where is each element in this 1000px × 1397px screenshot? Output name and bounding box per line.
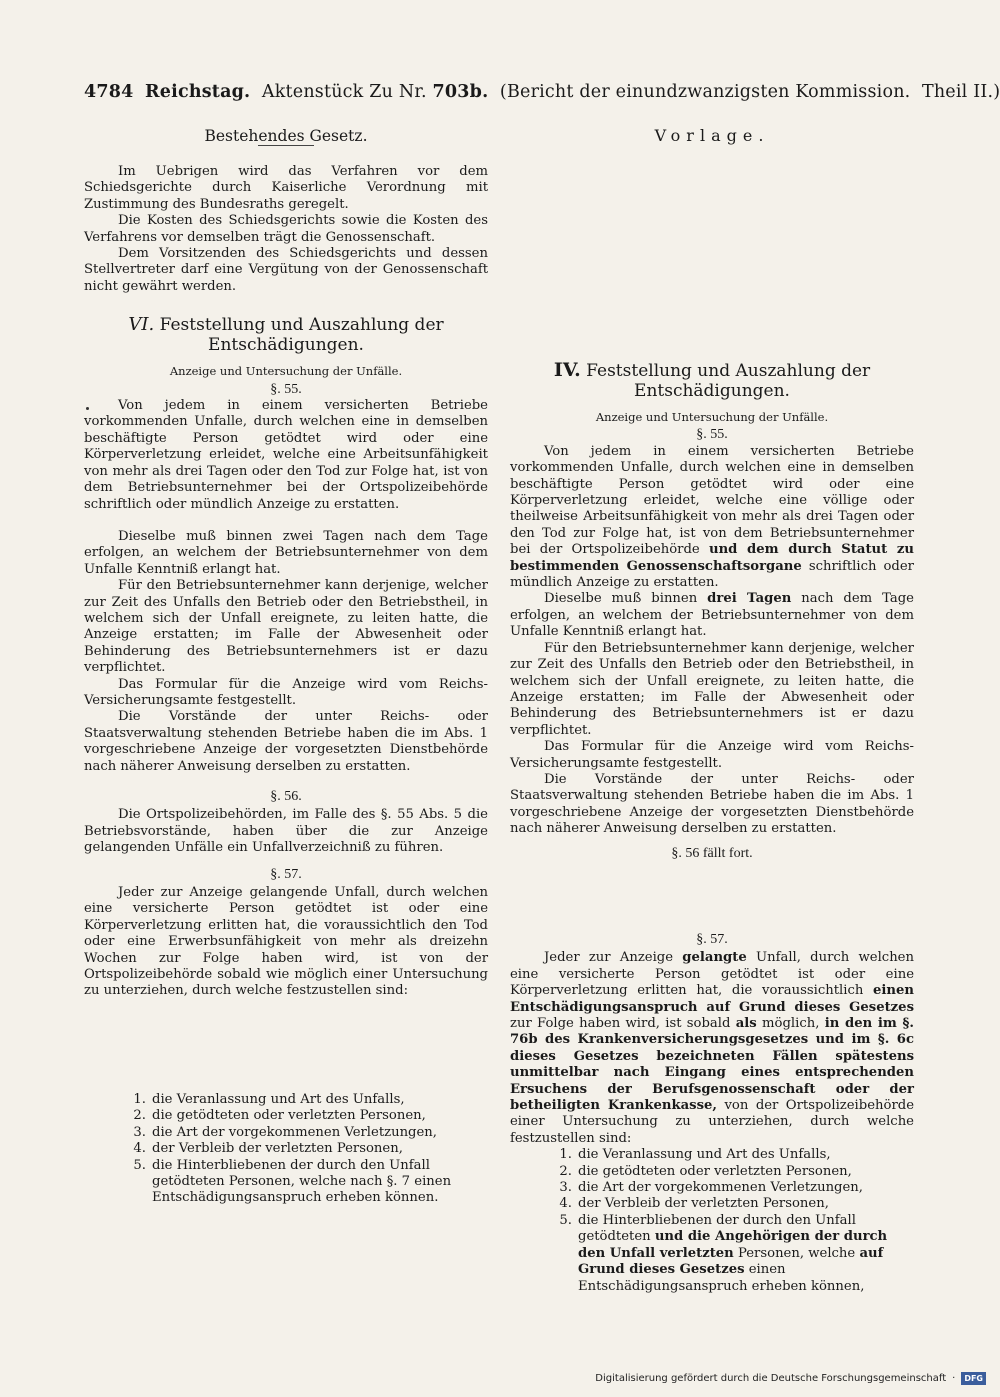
header-docno: 703b. [432,82,489,102]
paragraph: Dieselbe muß binnen drei Tagen nach dem Tage erfolgen, an welchem der Betriebsunternehmer von dem Unfalle Kenntniß erlangt hat. [510,591,914,640]
amendment-bold: und die Angehörigen der durch den Unfall verletzten [578,1229,888,1261]
paragraph: Für den Betriebsunternehmer kann derjenige, welcher zur Zeit des Unfalls den Betrieb oder den Betriebstheil, in welchem sich der Unfall ereignete, zu leiten hatte, die Anzeige erstatten; im Falle der Abwesenheit oder Behinderung des Betriebsunternehmers ist er dazu verpflichtet. [510,640,914,738]
amendment-bold: und dem durch Statut zu bestimmenden Genossenschaftsorgane [510,542,914,574]
section-title: Feststellung und Auszahlung der Entschädigungen. [159,315,444,356]
page-number: 4784 [84,82,134,102]
paragraph: Von jedem in einem versicherten Betriebe vorkommenden Unfalle, durch welchen eine in demselben beschäftigte Person getödtet wird oder eine Körperverletzung erleidet, welche eine völlige oder theilweise Arbeitsunfähigkeit von mehr als drei Tagen oder den Tod zur Folge hat, ist von dem Betriebsunternehmer bei der Ortspolizeibehörde und dem durch Statut zu bestimmenden Genossenschaftsorgane schriftlich oder mündlich Anzeige zu erstatten. [510,443,914,591]
paragraph: Die Vorstände der unter Reichs- oder Staatsverwaltung stehenden Betriebe haben die im Abs. 1 vorgeschriebene Anzeige der vorgesetzten Dienstbehörde nach näherer Anweisung derselben zu erstatten. [84,709,488,774]
header-part: Theil II.) [921,82,1000,102]
list-item: 1. die Veranlassung und Art des Unfalls, [133,1091,405,1107]
amendment-bold: gelangte [682,950,747,966]
right-enumeration [552,1147,914,1295]
paragraph: Dieselbe muß binnen zwei Tagen nach dem Tage erfolgen, an welchem der Betriebsunternehmer von dem Unfalle Kenntniß erlangt hat. [84,528,488,577]
amendment-bold: in den im §. 76b des Krankenversicherungsgesetzes und im §. 6c dieses Gesetzes bezeichneten Fällen spätestens unmittelbar nach Eingang eines entsprechenden Ersuchens der Berufsgenossenschaft oder der betheiligten Krankenkasse, [510,1016,914,1114]
header-title: (Bericht der einundzwanzigsten Kommission. [499,82,911,102]
page-header [84,82,1000,102]
paragraph: Im Uebrigen wird das Verfahren vor dem Schiedsgerichte durch Kaiserliche Verordnung mit Zustimmung des Bundesraths geregelt. [84,164,488,212]
left-enumeration [126,1092,488,1207]
amendment-bold: einen Entschädigungsanspruch auf Grund dieses Gesetzes [510,983,914,1015]
subheading: Anzeige und Untersuchung der Unfälle. [595,410,829,424]
digitization-credit: Digitalisierung gefördert durch die Deutsche Forschungsgemeinschaft · DFG [595,1372,986,1385]
header-reichstag: Reichstag. [145,82,251,102]
list-item: 2. die getödteten oder verletzten Personen, [559,1163,852,1179]
paragraph-number: §. 56 fällt fort. [671,845,753,861]
paragraph: Für den Betriebsunternehmer kann derjenige, welcher zur Zeit des Unfalls den Betrieb oder den Betriebstheil, in welchem sich der Unfall ereignete, zu leiten hatte, die Anzeige erstatten; im Falle der Abwesenheit oder Behinderung des Betriebsunternehmers ist er dazu verpflichtet. [84,578,488,676]
left-column [84,128,488,1207]
amendment-bold: drei Tagen [707,591,792,607]
list-item: 5. die Hinterbliebenen der durch den Unfall getödteten und die Angehörigen der durch den Unfall verletzten Personen, welche auf Grund dieses Gesetzes einen Entschädigungsanspruch erheben können, [559,1212,888,1294]
paragraph: Das Formular für die Anzeige wird vom Reichs-Versicherungsamte festgestellt. [84,676,488,708]
paragraph: Von jedem in einem versicherten Betriebe vorkommenden Unfalle, durch welchen eine in demselben beschäftigte Person getödtet wird oder eine Körperverletzung erleidet, welche eine Arbeitsunfähigkeit von mehr als drei Tagen oder den Tod zur Folge hat, ist von dem Betriebsunternehmer bei der Ortspolizeibehörde schriftlich oder mündlich Anzeige zu erstatten. [84,398,488,512]
list-item: 1. die Veranlassung und Art des Unfalls, [559,1147,831,1163]
list-item: 3. die Art der vorgekommenen Verletzungen, [133,1124,437,1140]
paragraph-number: §. 57. [270,866,302,882]
print-speck [86,407,89,410]
paragraph: Die Kosten des Schiedsgerichts sowie die Kosten des Verfahrens vor demselben trägt die Genossenschaft. [84,213,488,245]
left-column-title: Bestehendes Gesetz. [204,127,368,145]
section-roman: IV. [553,359,581,381]
paragraph-number: §. 56. [270,789,302,804]
paragraph: Das Formular für die Anzeige wird vom Reichs-Versicherungsamte festgestellt. [510,739,914,771]
paragraph: Jeder zur Anzeige gelangte Unfall, durch welchen eine versicherte Person getödtet ist oder eine Körperverletzung erlitten hat, die voraussichtlich einen Entschädigungsanspruch auf Grund dieses Gesetzes zur Folge haben wird, ist sobald als möglich, in den im §. 76b des Krankenversicherungsgesetzes und im §. 6c dieses Gesetzes bezeichneten Fällen spätestens unmittelbar nach Eingang eines entsprechenden Ersuchens der Berufsgenossenschaft oder der betheiligten Krankenkasse, von der Ortspolizeibehörde einer Untersuchung zu unterziehen, durch welche festzustellen sind: [510,950,915,1146]
header-doc: Aktenstück Zu Nr. [261,82,427,102]
footer-text: Digitalisierung gefördert durch die Deutsche Forschungsgemeinschaft [595,1373,947,1384]
paragraph-number: §. 55. [270,381,302,397]
left-section-heading [84,315,488,355]
right-column-title: Vorlage. [654,126,770,145]
right-column [510,128,914,1295]
section-roman: VI. [128,314,155,336]
paragraph-number: §. 55. [696,427,728,443]
paragraph: Die Vorstände der unter Reichs- oder Staatsverwaltung stehenden Betriebe haben die im Abs. 1 vorgeschriebene Anzeige der vorgesetzten Dienstbehörde nach näherer Anweisung derselben zu erstatten. [510,771,914,837]
list-item: 4. der Verbleib der verletzten Personen, [559,1196,829,1212]
paragraph: Die Ortspolizeibehörden, im Falle des §. 55 Abs. 5 die Betriebsvorstände, haben über die zur Anzeige gelangenden Unfälle ein Unfallverzeichniß zu führen. [84,807,488,856]
list-item: 3. die Art der vorgekommenen Verletzungen, [559,1180,863,1196]
right-section-heading [510,360,914,401]
left-intro [84,164,488,295]
list-item: 4. der Verbleib der verletzten Personen, [133,1141,403,1157]
subheading: Anzeige und Untersuchung der Unfälle. [169,364,403,379]
dfg-logo: DFG [961,1372,986,1385]
title-rule [258,145,314,146]
paragraph-number: §. 57. [696,931,728,947]
paragraph: Jeder zur Anzeige gelangende Unfall, durch welchen eine versicherte Person getödtet ist oder eine Körperverletzung erlitten hat, die voraussichtlich den Tod oder eine Erwerbsunfähigkeit von mehr als dreizehn Wochen zur Folge haben wird, ist von der Ortspolizeibehörde sobald wie möglich einer Untersuchung zu unterziehen, durch welche festzustellen sind: [84,885,488,999]
section-title: Feststellung und Auszahlung der Entschädigungen. [586,361,871,401]
list-item: 5. die Hinterbliebenen der durch den Unfall getödteten Personen, welche nach §. 7 einen Entschädigungsanspruch erheben können. [133,1157,452,1206]
paragraph: Dem Vorsitzenden des Schiedsgerichts und dessen Stellvertreter darf eine Vergütung von der Genossenschaft nicht gewährt werden. [84,246,488,294]
list-item: 2. die getödteten oder verletzten Personen, [133,1108,426,1124]
amendment-bold: als [735,1016,757,1031]
amendment-bold: auf Grund dieses Gesetzes [578,1245,884,1278]
